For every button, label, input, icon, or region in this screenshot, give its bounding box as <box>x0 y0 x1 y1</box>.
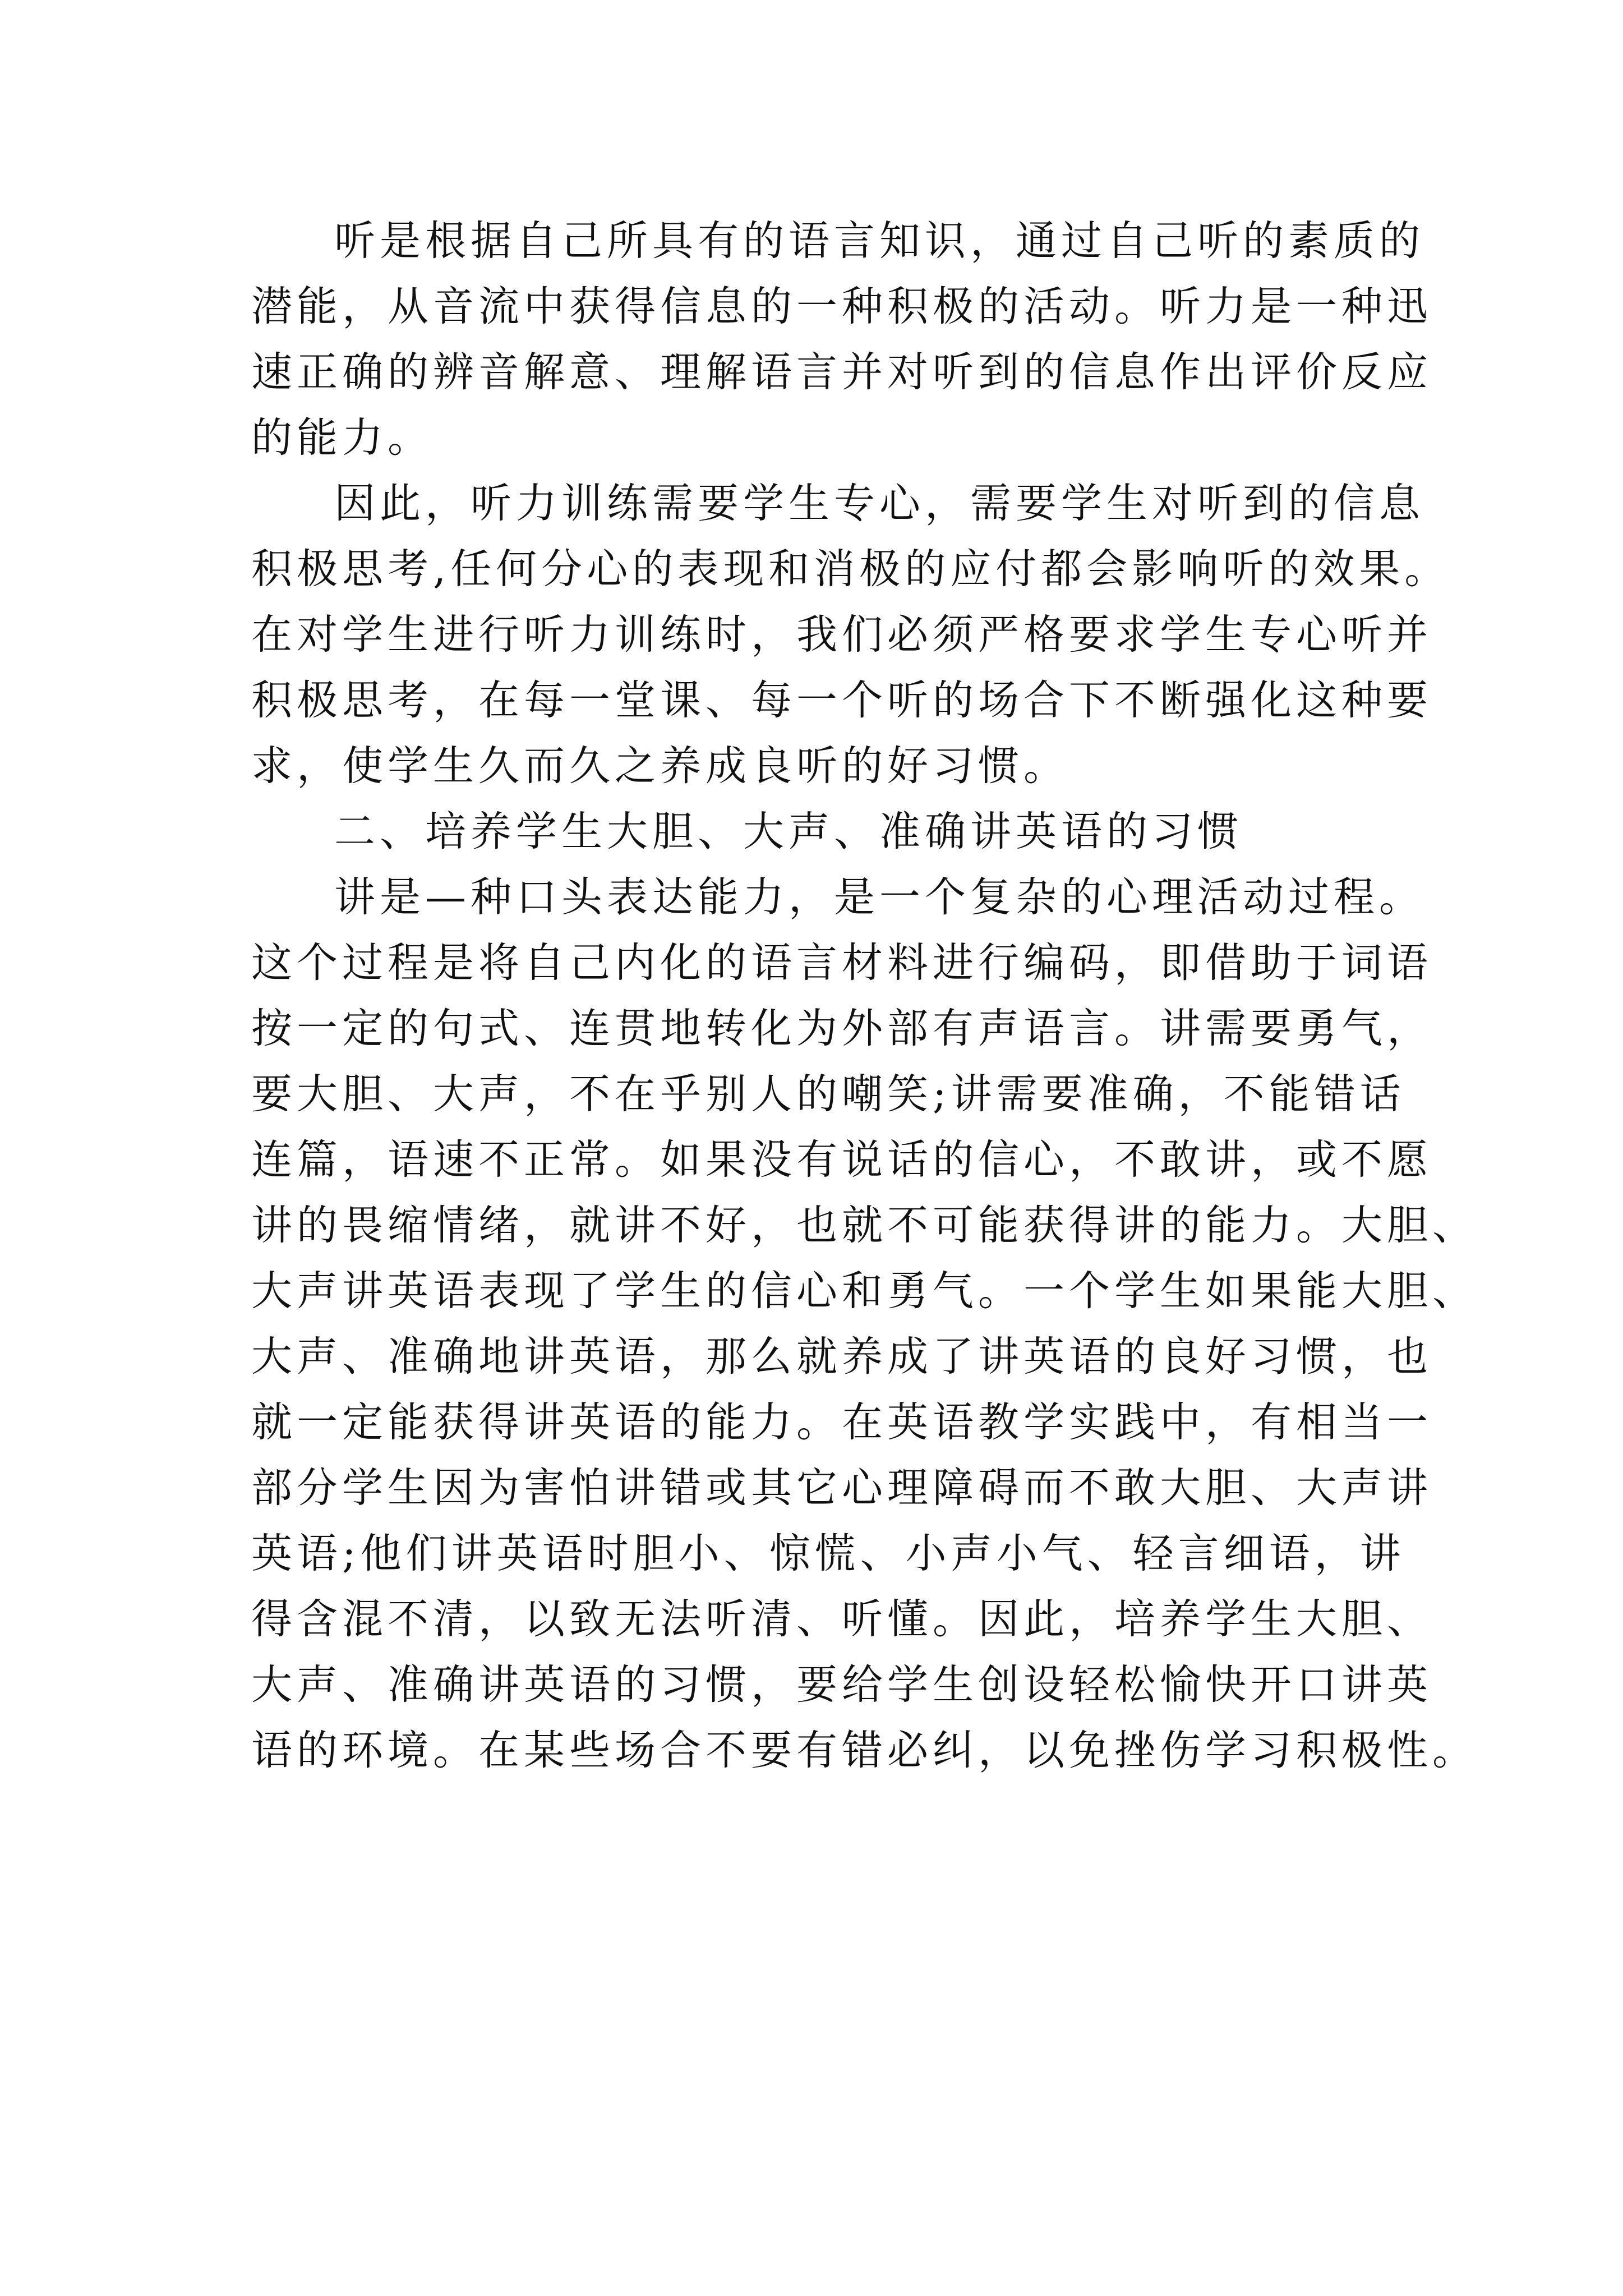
paragraph-3-line-1: 讲是—种口头表达能力，是一个复杂的心理活动过程。 <box>334 873 1424 921</box>
paragraph-3-line-4: 要大胆、大声，不在乎别人的嘲笑;讲需要准确，不能错话 <box>251 1070 1405 1118</box>
paragraph-2-line-1: 因此，听力训练需要学生专心，需要学生对听到的信息 <box>334 480 1424 527</box>
paragraph-2-line-4: 积极思考，在每一堂课、每一个听的场合下不断强化这种要 <box>251 677 1432 724</box>
paragraph-3-line-7: 大声讲英语表现了学生的信心和勇气。一个学生如果能大胆、 <box>251 1267 1478 1315</box>
paragraph-2-line-2: 积极思考,任何分心的表现和消极的应付都会影响听的效果。 <box>251 545 1450 593</box>
paragraph-3-line-6: 讲的畏缩情绪，就讲不好，也就不可能获得讲的能力。大胆、 <box>251 1202 1478 1249</box>
paragraph-3-line-14: 语的环境。在某些场合不要有错必纠，以免挫伤学习积极性。 <box>251 1727 1478 1774</box>
paragraph-2-line-3: 在对学生进行听力训练时，我们必须严格要求学生专心听并 <box>251 611 1432 659</box>
paragraph-3-line-8: 大声、准确地讲英语，那么就养成了讲英语的良好习惯，也 <box>251 1333 1432 1381</box>
paragraph-3-line-11: 英语;他们讲英语时胆小、惊慌、小声小气、轻言细语，讲 <box>251 1530 1405 1577</box>
paragraph-1-line-3: 速正确的辨音解意、理解语言并对听到的信息作出评价反应 <box>251 348 1432 396</box>
paragraph-3-line-9: 就一定能获得讲英语的能力。在英语教学实践中，有相当一 <box>251 1398 1432 1446</box>
paragraph-3-line-10: 部分学生因为害怕讲错或其它心理障碍而不敢大胆、大声讲 <box>251 1464 1432 1512</box>
paragraph-1-line-2: 潜能，从音流中获得信息的一种积极的活动。听力是一种迅 <box>251 283 1432 330</box>
paragraph-3-line-5: 连篇，语速不正常。如果没有说话的信心，不敢讲，或不愿 <box>251 1136 1432 1184</box>
section-heading: 二、培养学生大胆、大声、准确讲英语的习惯 <box>334 808 1243 855</box>
paragraph-3-line-12: 得含混不清，以致无法听清、听懂。因此，培养学生大胆、 <box>251 1595 1432 1643</box>
paragraph-2-line-5: 求，使学生久而久之养成良听的好习惯。 <box>251 742 1069 790</box>
paragraph-3-line-3: 按一定的句式、连贯地转化为外部有声语言。讲需要勇气， <box>251 1005 1432 1052</box>
paragraph-3-line-2: 这个过程是将自己内化的语言材料进行编码，即借助于词语 <box>251 939 1432 987</box>
paragraph-1-line-1: 听是根据自己所具有的语言知识，通过自己听的素质的 <box>334 217 1424 265</box>
paragraph-3-line-13: 大声、准确讲英语的习惯，要给学生创设轻松愉快开口讲英 <box>251 1661 1432 1709</box>
paragraph-1-line-4: 的能力。 <box>251 414 433 462</box>
